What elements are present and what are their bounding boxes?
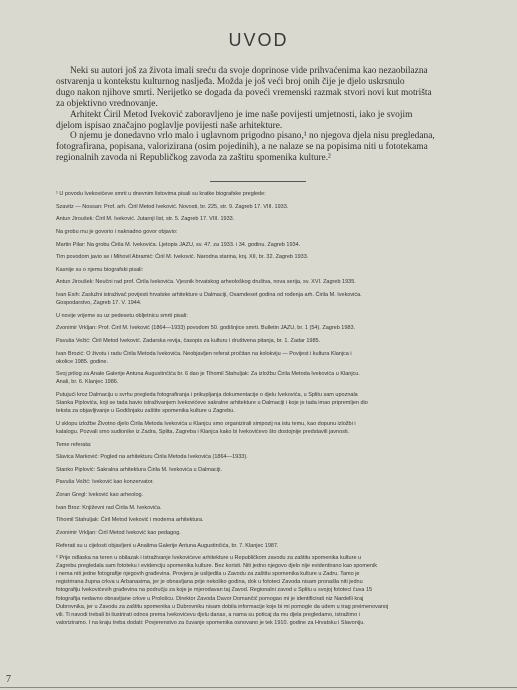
intro-text [56,66,468,164]
intro-line: djelom ispisao značajno poglavlje povijesti naše arhitekture. [56,120,283,131]
footnote-line: Pavuša Vežić: Iveković kao konzervator. [56,479,154,486]
footnote-line: valoriziramo. I na kraju treba dodati: Povjerenstvo za čuvanje spomenika osnovano je tek 1910. godine za Hrvatsku i Slavoniju. [56,619,365,626]
footnote-line: okolice 1985. godine. [56,358,108,365]
footnote-line: Kasnije su o njemu biografski pisali: [56,266,144,273]
footnote-line: Zvonimir Vrkljan: Prof. Ćiril M. Iveković (1864—1933) povodom 50. godišnjice smrti. Bulletin JAZU, br. 1 (54). Zagreb 1983. [56,325,356,332]
footnote-line: ² Prije odlaska na teren u obilazak i istraživanje Ivekovićeve arhitekture u Republičkom zavodu za zaštitu spomenika kulture u [56,555,362,562]
page-title: UVOD [228,30,289,50]
footnote-line: Zvonimir Vrkljan: Ćiril Metod Iveković kao pedagog. [56,530,181,537]
intro-line: ostvarenja u kontekstu kulturnog nasljeđa. Možda je još veći broj onih čije je djelo uskrsnulo [56,76,405,87]
footnote-line: Referati su u cijelosti objavljeni u Analima Galerije Antuna Augustinčića, br. 7. Klanjec 1987. [56,542,279,549]
footnote-line: registrirana župna crkva u Arbanasima, jer je obnavljana prije nekoliko godina, dok u fototeci Zavoda nisam pronašla niti jednu [56,579,363,586]
footnote-line: Pavuša Vežić: Ćiril Metod Iveković. Zadarska revija, časopis za kulturu i društvena pitanja, br. 1. Zadar 1985. [56,338,321,345]
intro-line: Arhitekt Ćiril Metod Iveković zaboravljeno je ime naše povijesti umjetnosti, iako je svojim [70,109,413,120]
footnote-line: Antun Jiroušek: Ćiril M. Iveković. Jutarnji list, str. 5. Zagreb 17. VIII. 1933. [56,216,235,223]
footnote-line: U novije vrijeme su uz pedesetu obljetnicu smrti pisali: [56,312,188,319]
footnote-line: Slavica Marković: Pogled na arhitekturu Ćirila Metoda Ivekovića (1864—1933). [56,454,248,461]
intro-line: za objektivno vrednovanje. [56,98,158,109]
footnote-line: fotografija nedavno obnavljane crkve u Prološcu. Direktor Zavoda Davor Domančić pomogao mi je identificirati niz Nardelli kraj [56,595,364,602]
footnote-line: Stanko Piplović: Sakralna arhitektura Ćirila M. Ivekovića u Dalmaciji. [56,466,222,473]
intro-line: regionalnih zavoda ni Republičkog zavoda za zaštitu spomenika kulture.² [56,153,331,164]
footnote-line: fotografiju Ivekovićevih građevina na području za koje je mjerodavan taj Zavod. Regionalni zavod u Splitu u svojoj fototeci čuva 15 [56,587,373,594]
footnote-line: Tim povodom javio se i Mihovil Abramić: Ćiril M. Iveković. Narodna starina, knj. XII, br. 32. Zagreb 1933. [56,254,309,261]
intro-line: dugo nakon njihove smrti. Nerijetko se dogada da povećì vremenski razmak stvori novi kut motrišta [56,87,432,98]
footnote-line: Szavitz — Nossan: Prof. arh. Ćiril Metod Iveković. Novosti, br. 225, str. 9. Zagreb 17. VIII. 1933. [56,203,289,210]
intro-line: fotografirana, popisana, valorizirana (osim pojedinih), a ne nalaze se na popisima niti u fototekama [56,142,428,153]
footnote-line: Svoj prilog za Anale Galerije Antuna Augustinčića br. 6 dao je Tihomil Stahuljak: Za izložbu Ćirila Metoda Ivekovića u Klanjcu. [56,371,360,378]
footnote-line: Ivan Esih: Zaslužni istraživač povijesti hrvatske arhitekture u Dalmaciji, Osamdeset godina od rođenja arh. Ćirila M. Ivekovića. [56,292,362,299]
section-divider [210,181,306,182]
footnote-line: i nema niti jedne fotografije njegovih građevina. Provjera je uslijedila u Zavodu za zaštitu spomenika kulture u Zadru. Tamo je [56,571,360,578]
intro-line: O njemu je donedavno vrlo malo i uglavnom prigodno pisano,¹ no njegova djela nisu pregledana, [70,131,435,142]
footnote-line: Teme referata: [56,441,92,448]
footnote-line: Dubrovnika, jer u Zavodu za zaštitu spomenika u Dubrovniku nisam dobila informacije koje bi mi pomogle da udem u trag preimenovanoj [56,603,389,610]
footnote-line: Tihomil Stahuljak: Ćiril Metod Iveković i moderna arhitektura. [56,517,204,524]
footnote-line: Martin Pilar: Na grobu Ćirila M. Ivekovića. Ljetopis JAZU, sv. 47. za 1933. i 34. godinu. Zagreb 1934. [56,241,301,248]
page-bottom-rule [0,687,517,688]
footnote-line: teksta za objavljivanje u Godišnjaku zaštite spomenika kulture u Zagrebu. [56,408,235,415]
footnote-line: katalogu. Pozvali smo sudionike iz Zadra, Splita, Zagreba i Klanjca kako bi Ivekovićevo što dostojnije predstavili javnosti. [56,428,350,435]
footnote-line: U sklopu izložbe Životno djelo Ćirila Metoda Ivekovića u Klanjcu smo organizirali simpozij na istu temu, kao dopunu izložbi i [56,420,356,427]
footnote-line: ¹ U povodu Ivekovićeve smrti u dnevnim listovima pisali su kratke biografske preglede: [56,191,266,197]
footnote-line: Zoran Gregl: Iveković kao arheolog. [56,492,144,499]
page-number: 7 [6,674,11,685]
footnote-line: Anali, br. 6. Klanjec 1986. [56,379,119,386]
footnote-line: Zagrebu pregledala sam fototeku i evidenciju spomenika kulture. Bez koristi. Niti jedno njegovo djelo nije evidentirano kao spomenik [56,563,378,570]
intro-line: Neki su autori još za života imali sreću da svoje doprinose vide prihvaćenima kao nezaobilazna [70,66,428,76]
footnote-line: Putujući kroz Dalmaciju u svrhu pregleda fotografiranja i prikupljanja dokumentacije o djelu Ivekovića, u Splitu sam upoznala [56,392,358,399]
footnotes [56,190,468,627]
footnote-line: Ivan Brozić: O životu i radu Ćirila Metoda Ivekovića. Neobjavljen referat pročitan na kolokviju — Povijest i kultura Klanjca i [56,350,352,357]
footnote-line: Gospodarstvo, Zagreb 17. V. 1944. [56,300,142,307]
footnote-line: Ivan Broz: Književni rad Ćirila M. Ivekovića. [56,504,162,511]
footnote-line: Stanka Piplovića, koji se tada bavio istraživanjem Ivekovićeve sakralne arhitekture u Dalmaciji i koje je tada imao pripremljen dio [56,400,368,407]
footnote-line: vili. Ti navodi trebali bi ilustrirati odnos prema Ivekovićevu djelu danas, a nama su poticaj da mu djela pregledamo, istražimo i [56,611,360,618]
footnote-line: Na grobu mu je govorio i naknadno govor objavio: [56,228,178,235]
footnote-line: Antun Jiroušek: Neučni rad prof. Ćirila Ivekovića. Vjesnik hrvatskog arheološkog društva, nova serija, sv. XVI. Zagreb 1935. [56,279,356,286]
